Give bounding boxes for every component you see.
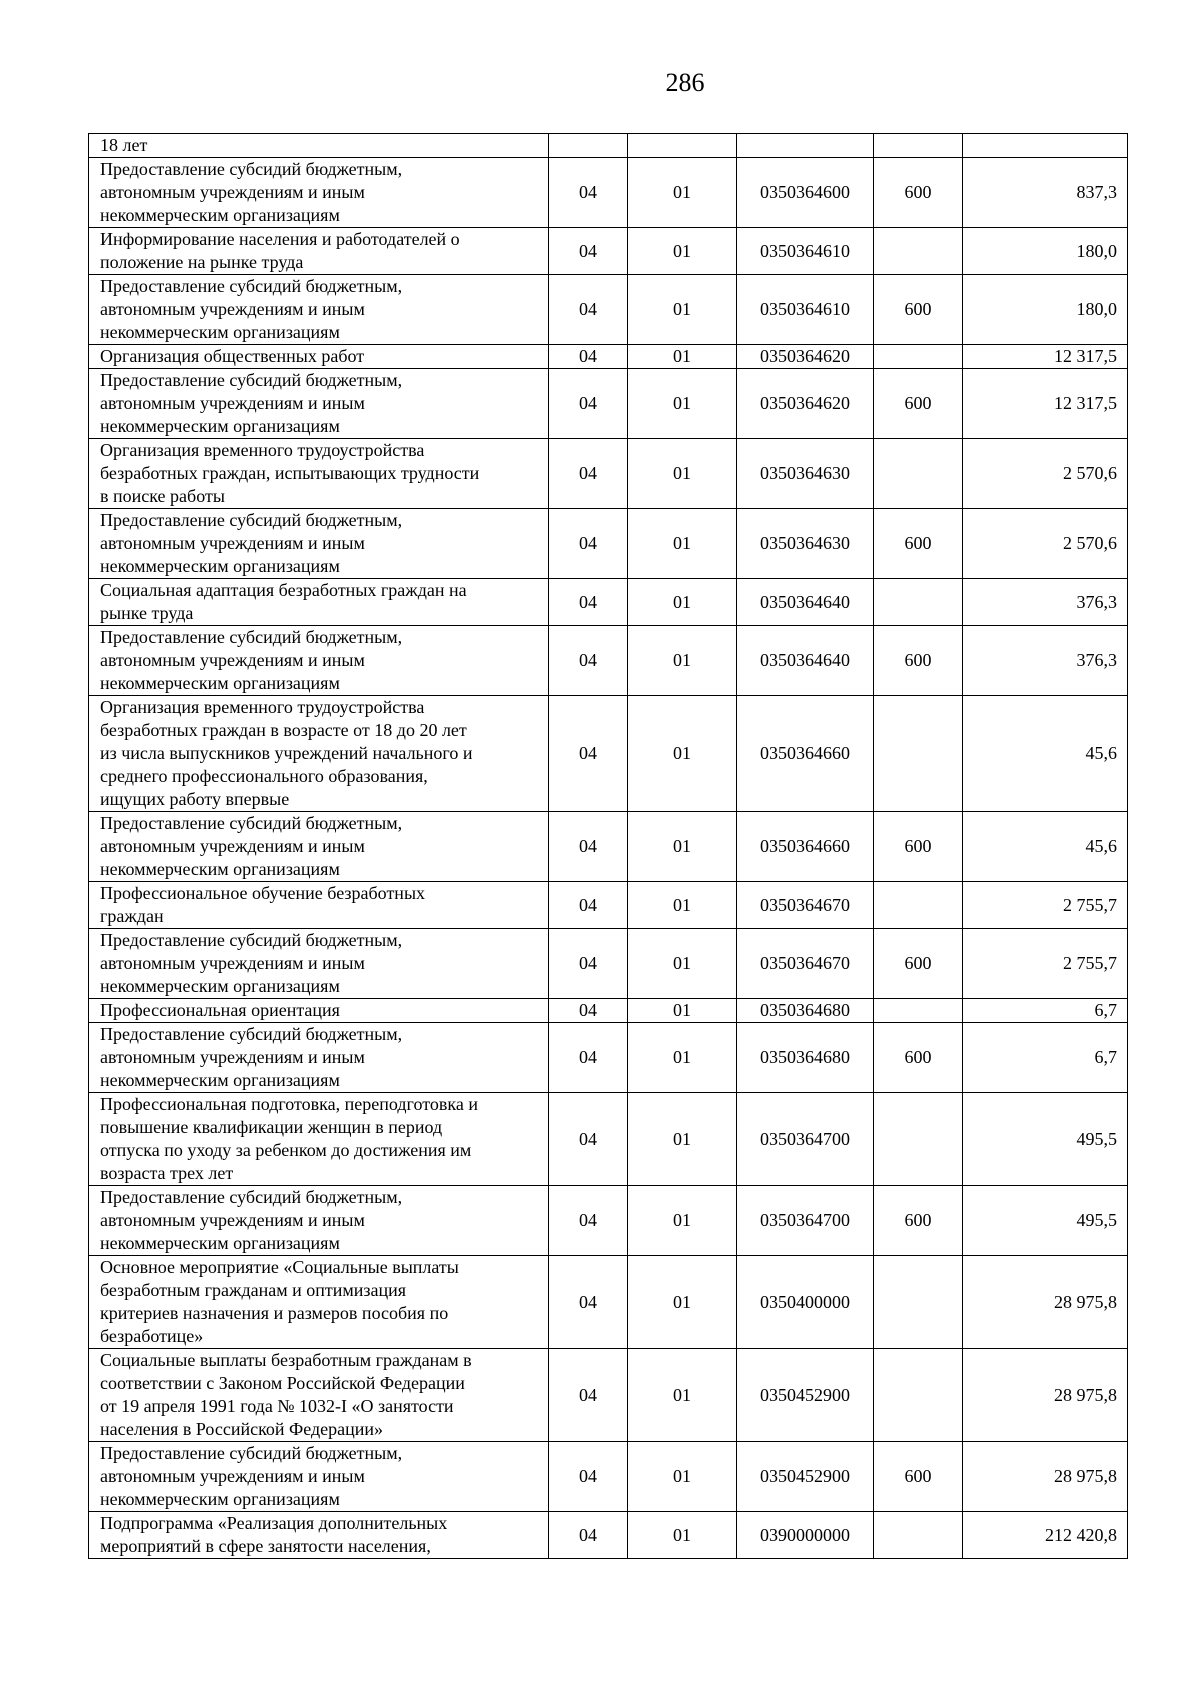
row-section-cell: 04 <box>549 999 628 1023</box>
row-expense-type-cell: 600 <box>874 509 963 579</box>
row-target-article-cell: 0390000000 <box>737 1512 874 1559</box>
row-amount-cell: 6,7 <box>963 1023 1128 1093</box>
row-amount-cell: 376,3 <box>963 579 1128 626</box>
row-section-cell: 04 <box>549 1186 628 1256</box>
row-section-cell: 04 <box>549 1093 628 1186</box>
row-section-cell: 04 <box>549 369 628 439</box>
row-name-cell: Предоставление субсидий бюджетным, автономным учреждениям и иным некоммерческим организациям <box>89 1023 549 1093</box>
row-expense-type-cell: 600 <box>874 626 963 696</box>
table-row <box>89 1512 1128 1559</box>
table-row <box>89 228 1128 275</box>
row-name-cell: Подпрограмма «Реализация дополнительных мероприятий в сфере занятости населения, <box>89 1512 549 1559</box>
row-subsection-cell: 01 <box>628 1349 737 1442</box>
row-target-article-cell: 0350364630 <box>737 509 874 579</box>
row-section-cell: 04 <box>549 275 628 345</box>
row-section-cell: 04 <box>549 882 628 929</box>
table-row <box>89 1256 1128 1349</box>
row-expense-type-cell: 600 <box>874 929 963 999</box>
row-target-article-cell: 0350364670 <box>737 929 874 999</box>
row-expense-type-cell <box>874 1093 963 1186</box>
row-section-cell: 04 <box>549 158 628 228</box>
table-row <box>89 882 1128 929</box>
row-expense-type-cell <box>874 696 963 812</box>
table-row <box>89 812 1128 882</box>
row-target-article-cell: 0350364700 <box>737 1186 874 1256</box>
row-expense-type-cell: 600 <box>874 275 963 345</box>
row-subsection-cell <box>628 134 737 158</box>
table-row <box>89 439 1128 509</box>
row-target-article-cell: 0350364680 <box>737 1023 874 1093</box>
row-name-cell: Организация общественных работ <box>89 345 549 369</box>
table-row <box>89 579 1128 626</box>
row-subsection-cell: 01 <box>628 228 737 275</box>
row-subsection-cell: 01 <box>628 439 737 509</box>
table-row <box>89 626 1128 696</box>
table-row <box>89 345 1128 369</box>
row-expense-type-cell <box>874 999 963 1023</box>
row-subsection-cell: 01 <box>628 1023 737 1093</box>
row-amount-cell: 12 317,5 <box>963 369 1128 439</box>
row-subsection-cell: 01 <box>628 345 737 369</box>
row-subsection-cell: 01 <box>628 929 737 999</box>
row-section-cell: 04 <box>549 228 628 275</box>
row-amount-cell: 28 975,8 <box>963 1256 1128 1349</box>
row-name-cell: Социальная адаптация безработных граждан на рынке труда <box>89 579 549 626</box>
row-subsection-cell: 01 <box>628 999 737 1023</box>
row-expense-type-cell <box>874 882 963 929</box>
table-row <box>89 1442 1128 1512</box>
row-expense-type-cell <box>874 439 963 509</box>
row-target-article-cell: 0350364660 <box>737 812 874 882</box>
row-target-article-cell: 0350364680 <box>737 999 874 1023</box>
row-section-cell: 04 <box>549 1442 628 1512</box>
row-subsection-cell: 01 <box>628 579 737 626</box>
row-expense-type-cell: 600 <box>874 1186 963 1256</box>
row-target-article-cell: 0350452900 <box>737 1442 874 1512</box>
row-expense-type-cell <box>874 345 963 369</box>
row-name-cell: Профессиональная подготовка, переподготовка и повышение квалификации женщин в период отпуска по уходу за ребенком до достижения им возраста трех лет <box>89 1093 549 1186</box>
row-expense-type-cell: 600 <box>874 1023 963 1093</box>
row-amount-cell: 495,5 <box>963 1093 1128 1186</box>
row-target-article-cell: 0350364640 <box>737 626 874 696</box>
row-section-cell: 04 <box>549 696 628 812</box>
row-amount-cell: 2 570,6 <box>963 509 1128 579</box>
row-name-cell: Основное мероприятие «Социальные выплаты безработным гражданам и оптимизация критериев назначения и размеров пособия по безработице» <box>89 1256 549 1349</box>
row-subsection-cell: 01 <box>628 696 737 812</box>
row-target-article-cell: 0350364620 <box>737 369 874 439</box>
table-row <box>89 509 1128 579</box>
row-target-article-cell: 0350364700 <box>737 1093 874 1186</box>
row-name-cell: Предоставление субсидий бюджетным, автономным учреждениям и иным некоммерческим организациям <box>89 812 549 882</box>
row-section-cell: 04 <box>549 345 628 369</box>
row-amount-cell: 2 570,6 <box>963 439 1128 509</box>
row-target-article-cell <box>737 134 874 158</box>
row-amount-cell: 180,0 <box>963 275 1128 345</box>
table-row <box>89 929 1128 999</box>
row-name-cell: Предоставление субсидий бюджетным, автономным учреждениям и иным некоммерческим организациям <box>89 626 549 696</box>
row-expense-type-cell <box>874 1349 963 1442</box>
row-target-article-cell: 0350364610 <box>737 228 874 275</box>
row-name-cell: Социальные выплаты безработным гражданам в соответствии с Законом Российской Федерации от 19 апреля 1991 года № 1032-I «О занятости населения в Российской Федерации» <box>89 1349 549 1442</box>
row-section-cell <box>549 134 628 158</box>
row-subsection-cell: 01 <box>628 1093 737 1186</box>
row-subsection-cell: 01 <box>628 369 737 439</box>
row-name-cell: Организация временного трудоустройства безработных граждан в возрасте от 18 до 20 лет из числа выпускников учреждений начального и среднего профессионального образования, ищущих работу впервые <box>89 696 549 812</box>
row-expense-type-cell <box>874 1256 963 1349</box>
page-number: 286 <box>665 68 705 97</box>
row-amount-cell: 45,6 <box>963 812 1128 882</box>
row-target-article-cell: 0350364640 <box>737 579 874 626</box>
row-name-cell: Профессиональная ориентация <box>89 999 549 1023</box>
row-name-cell: Предоставление субсидий бюджетным, автономным учреждениям и иным некоммерческим организациям <box>89 1442 549 1512</box>
row-name-cell: Профессиональное обучение безработных граждан <box>89 882 549 929</box>
row-subsection-cell: 01 <box>628 812 737 882</box>
row-subsection-cell: 01 <box>628 1512 737 1559</box>
row-subsection-cell: 01 <box>628 158 737 228</box>
row-expense-type-cell: 600 <box>874 369 963 439</box>
row-expense-type-cell: 600 <box>874 1442 963 1512</box>
row-amount-cell: 28 975,8 <box>963 1442 1128 1512</box>
row-target-article-cell: 0350364620 <box>737 345 874 369</box>
row-subsection-cell: 01 <box>628 1256 737 1349</box>
row-section-cell: 04 <box>549 1349 628 1442</box>
row-expense-type-cell <box>874 228 963 275</box>
row-expense-type-cell: 600 <box>874 158 963 228</box>
table-row <box>89 369 1128 439</box>
table-row <box>89 1186 1128 1256</box>
row-amount-cell: 12 317,5 <box>963 345 1128 369</box>
row-subsection-cell: 01 <box>628 1442 737 1512</box>
row-section-cell: 04 <box>549 509 628 579</box>
row-section-cell: 04 <box>549 579 628 626</box>
row-target-article-cell: 0350400000 <box>737 1256 874 1349</box>
row-expense-type-cell <box>874 134 963 158</box>
table-body <box>89 134 1128 1559</box>
row-amount-cell: 6,7 <box>963 999 1128 1023</box>
row-subsection-cell: 01 <box>628 509 737 579</box>
row-expense-type-cell <box>874 579 963 626</box>
row-amount-cell: 180,0 <box>963 228 1128 275</box>
row-amount-cell: 376,3 <box>963 626 1128 696</box>
table-row <box>89 1023 1128 1093</box>
table-row <box>89 999 1128 1023</box>
row-section-cell: 04 <box>549 1256 628 1349</box>
row-target-article-cell: 0350364660 <box>737 696 874 812</box>
row-expense-type-cell: 600 <box>874 812 963 882</box>
row-amount-cell: 2 755,7 <box>963 929 1128 999</box>
row-section-cell: 04 <box>549 626 628 696</box>
table-row <box>89 158 1128 228</box>
table-row <box>89 134 1128 158</box>
row-name-cell: Организация временного трудоустройства безработных граждан, испытывающих трудности в поиске работы <box>89 439 549 509</box>
row-target-article-cell: 0350452900 <box>737 1349 874 1442</box>
row-amount-cell: 212 420,8 <box>963 1512 1128 1559</box>
row-amount-cell: 495,5 <box>963 1186 1128 1256</box>
row-subsection-cell: 01 <box>628 882 737 929</box>
row-amount-cell: 2 755,7 <box>963 882 1128 929</box>
row-section-cell: 04 <box>549 929 628 999</box>
row-amount-cell: 45,6 <box>963 696 1128 812</box>
row-section-cell: 04 <box>549 812 628 882</box>
table-row <box>89 696 1128 812</box>
row-target-article-cell: 0350364630 <box>737 439 874 509</box>
row-name-cell: Предоставление субсидий бюджетным, автономным учреждениям и иным некоммерческим организациям <box>89 509 549 579</box>
row-name-cell: Предоставление субсидий бюджетным, автономным учреждениям и иным некоммерческим организациям <box>89 275 549 345</box>
row-target-article-cell: 0350364600 <box>737 158 874 228</box>
row-name-cell: Предоставление субсидий бюджетным, автономным учреждениям и иным некоммерческим организациям <box>89 369 549 439</box>
row-section-cell: 04 <box>549 439 628 509</box>
row-amount-cell <box>963 134 1128 158</box>
row-target-article-cell: 0350364610 <box>737 275 874 345</box>
row-name-cell: 18 лет <box>89 134 549 158</box>
row-amount-cell: 837,3 <box>963 158 1128 228</box>
row-expense-type-cell <box>874 1512 963 1559</box>
table-row <box>89 275 1128 345</box>
table-row <box>89 1093 1128 1186</box>
row-section-cell: 04 <box>549 1023 628 1093</box>
table-row <box>89 1349 1128 1442</box>
budget-table <box>88 133 1128 1559</box>
row-subsection-cell: 01 <box>628 275 737 345</box>
row-section-cell: 04 <box>549 1512 628 1559</box>
row-name-cell: Предоставление субсидий бюджетным, автономным учреждениям и иным некоммерческим организациям <box>89 1186 549 1256</box>
row-subsection-cell: 01 <box>628 1186 737 1256</box>
row-target-article-cell: 0350364670 <box>737 882 874 929</box>
row-subsection-cell: 01 <box>628 626 737 696</box>
row-name-cell: Предоставление субсидий бюджетным, автономным учреждениям и иным некоммерческим организациям <box>89 158 549 228</box>
row-name-cell: Предоставление субсидий бюджетным, автономным учреждениям и иным некоммерческим организациям <box>89 929 549 999</box>
row-name-cell: Информирование населения и работодателей о положение на рынке труда <box>89 228 549 275</box>
row-amount-cell: 28 975,8 <box>963 1349 1128 1442</box>
